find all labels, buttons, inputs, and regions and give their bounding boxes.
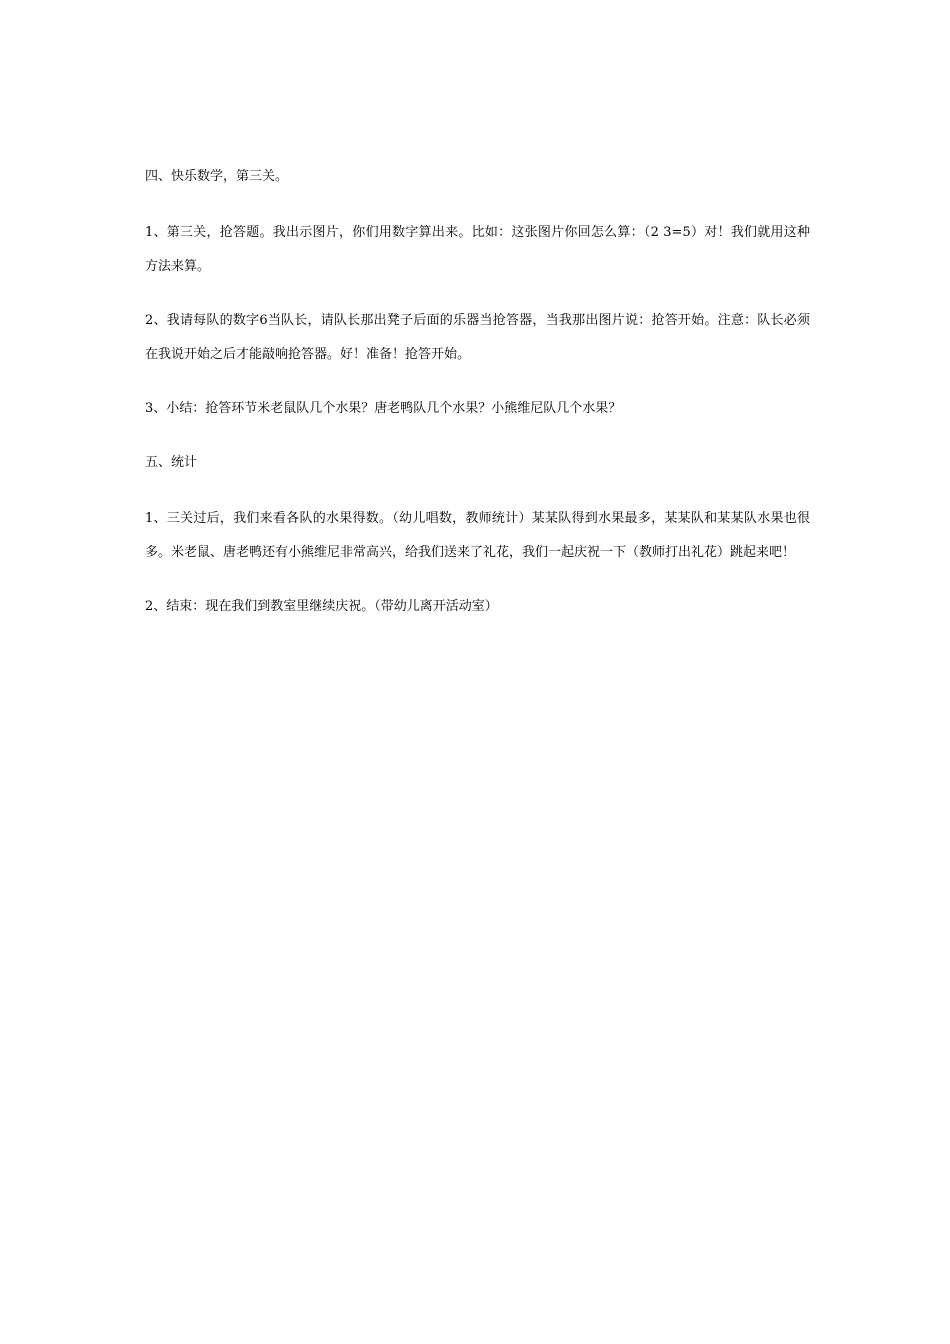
paragraph-item-3: 3、小结：抢答环节米老鼠队几个水果？唐老鸭队几个水果？小熊维尼队几个水果？	[145, 401, 622, 416]
section-heading-happy-math: 四、快乐数学，第三关。	[145, 169, 289, 184]
paragraph-item-2: 2、我请每队的数字6当队长，请队长那出凳子后面的乐器当抢答器，当我那出图片说：抢答开始。注意：队长必须在我说开始之后才能敲响抢答器。好！准备！抢答开始。	[145, 313, 810, 362]
document-body	[145, 160, 810, 624]
section-heading-statistics: 五、统计	[145, 455, 198, 470]
paragraph-item-4: 1、三关过后，我们来看各队的水果得数。（幼儿唱数，教师统计）某某队得到水果最多，某某队和某某队水果也很多。米老鼠、唐老鸭还有小熊维尼非常高兴，给我们送来了礼花，我们一起庆祝一下（教师打出礼花）跳起来吧！	[145, 511, 810, 560]
paragraph-item-1: 1、第三关，抢答题。我出示图片，你们用数字算出来。比如：这张图片你回怎么算：（2 3=5）对！我们就用这种方法来算。	[145, 225, 810, 274]
paragraph-item-5: 2、结束：现在我们到教室里继续庆祝。（带幼儿离开活动室）	[145, 599, 498, 614]
